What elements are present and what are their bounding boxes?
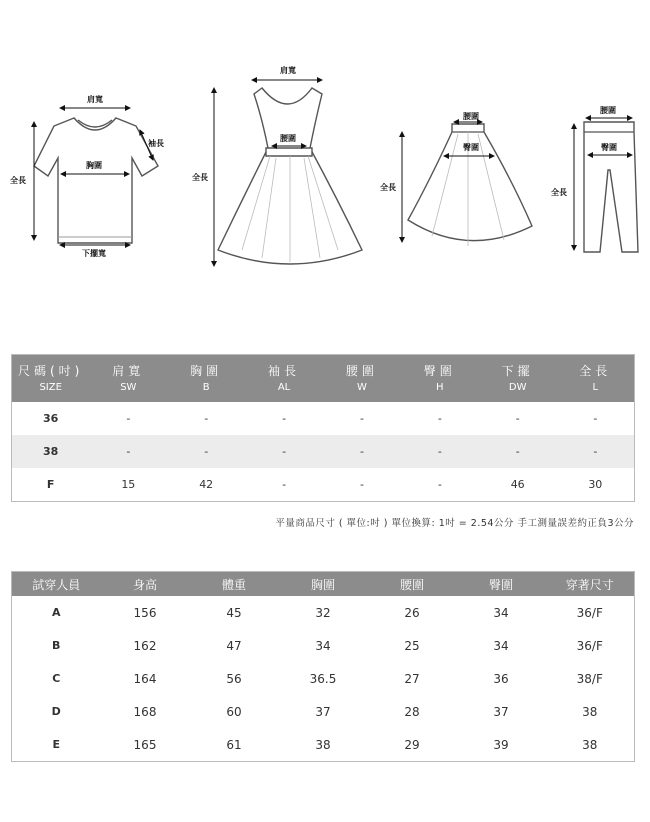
- model-cell: E: [52, 738, 60, 751]
- model-cell: 61: [226, 737, 242, 752]
- model-cell: 37: [315, 704, 331, 719]
- skirt-waist-label: 腰圍: [463, 112, 479, 121]
- size-cell: -: [479, 435, 557, 468]
- model-cell: D: [51, 705, 61, 718]
- size-header-cell: 袖長 AL: [245, 355, 323, 403]
- model-cell: 38: [582, 704, 598, 719]
- size-row: [12, 402, 635, 435]
- size-cell: -: [437, 478, 442, 491]
- model-cell: 47: [226, 638, 242, 653]
- tshirt-length-label: 全長: [10, 176, 26, 185]
- model-cell: 39: [493, 737, 509, 752]
- model-cell: 38: [582, 737, 598, 752]
- model-cell: 25: [404, 638, 420, 653]
- model-header-cell: 穿著尺寸: [546, 572, 635, 597]
- size-cell: -: [359, 412, 364, 425]
- model-row: [12, 662, 635, 695]
- model-cell: 36/F: [576, 605, 603, 620]
- model-cell: B: [52, 639, 61, 652]
- model-cell: 36: [493, 671, 509, 686]
- model-cell: 26: [404, 605, 420, 620]
- tshirt-illustration: [10, 94, 164, 258]
- model-header-cell: 腰圍: [368, 572, 457, 597]
- model-header-cell: 臀圍: [457, 572, 546, 597]
- dress-illustration: [192, 65, 362, 266]
- model-table-header: [12, 572, 635, 597]
- model-cell: 36.5: [309, 671, 337, 686]
- model-cell: 60: [226, 704, 242, 719]
- size-cell: -: [126, 412, 131, 425]
- model-row: [12, 695, 635, 728]
- model-cell: 32: [315, 605, 331, 620]
- model-cell: 34: [493, 638, 509, 653]
- tshirt-sleeve-label: 袖長: [148, 139, 164, 148]
- tshirt-shoulder-label: 肩寬: [87, 95, 103, 104]
- model-cell: 37: [493, 704, 509, 719]
- model-cell: 162: [133, 638, 157, 653]
- size-cell: 30: [588, 478, 603, 491]
- size-cell: -: [204, 412, 209, 425]
- model-header-cell: 身高: [101, 572, 190, 597]
- model-cell: A: [51, 606, 61, 619]
- size-row: [12, 435, 635, 468]
- size-cell: -: [167, 435, 245, 468]
- model-header-cell: 試穿人員: [12, 572, 101, 597]
- size-header-cell: 胸圍 B: [167, 355, 245, 403]
- model-cell: 164: [133, 671, 157, 686]
- model-cell: 36/F: [576, 638, 603, 653]
- size-table: [11, 354, 635, 502]
- skirt-length-label: 全長: [380, 183, 396, 192]
- size-table-header: [12, 355, 635, 403]
- size-cell: -: [245, 435, 323, 468]
- model-header-cell: 胸圍: [279, 572, 368, 597]
- model-row: [12, 629, 635, 662]
- pants-length-label: 全長: [551, 188, 567, 197]
- model-cell: 28: [404, 704, 420, 719]
- model-cell: C: [52, 672, 61, 685]
- size-cell: -: [401, 435, 479, 468]
- model-row: [12, 596, 635, 629]
- size-header-cell: 肩寬 SW: [89, 355, 167, 403]
- measurement-diagram: [0, 0, 650, 290]
- model-cell: 38: [315, 737, 331, 752]
- model-cell: 29: [404, 737, 420, 752]
- model-cell: 165: [133, 737, 157, 752]
- model-cell: 27: [404, 671, 420, 686]
- tshirt-hem-label: 下擺寬: [82, 249, 106, 258]
- size-header-cell: 腰圍 W: [323, 355, 401, 403]
- dress-shoulder-label: 肩寬: [280, 66, 296, 75]
- pants-illustration: [551, 105, 638, 252]
- model-cell: 38/F: [576, 671, 603, 686]
- size-cell: -: [323, 435, 401, 468]
- size-cell: 36: [43, 412, 59, 425]
- size-cell: -: [282, 478, 287, 491]
- pants-waist-label: 腰圍: [600, 106, 616, 115]
- model-header-cell: 體重: [190, 572, 279, 597]
- size-cell: -: [89, 435, 167, 468]
- size-cell: 42: [199, 478, 214, 491]
- model-cell: 56: [226, 671, 242, 686]
- skirt-hip-label: 臀圍: [463, 143, 479, 152]
- dress-length-label: 全長: [192, 173, 208, 182]
- model-cell: 156: [133, 605, 157, 620]
- model-cell: 34: [315, 638, 331, 653]
- size-row: [12, 468, 635, 502]
- size-cell: -: [557, 435, 635, 468]
- size-cell: 15: [121, 478, 136, 491]
- measurement-note: 平量商品尺寸 ( 單位:吋 ) 單位換算: 1吋 = 2.54公分 手工測量誤差約正負3公分: [275, 518, 634, 529]
- size-cell: F: [46, 478, 55, 491]
- size-cell: -: [437, 412, 442, 425]
- model-cell: 168: [133, 704, 157, 719]
- size-cell: -: [515, 412, 520, 425]
- size-header-cell: 下擺 DW: [479, 355, 557, 403]
- size-cell: -: [359, 478, 364, 491]
- size-header-cell: 尺碼(吋) SIZE: [12, 355, 90, 403]
- size-cell: 38: [12, 435, 90, 468]
- model-row: [12, 728, 635, 762]
- tshirt-chest-label: 胸圍: [86, 161, 102, 170]
- size-cell: -: [593, 412, 598, 425]
- pants-hip-label: 臀圍: [601, 143, 617, 152]
- model-cell: 45: [226, 605, 242, 620]
- skirt-illustration: [380, 111, 532, 246]
- model-cell: 34: [493, 605, 509, 620]
- size-header-cell: 臀圍 H: [401, 355, 479, 403]
- dress-waist-label: 腰圍: [280, 134, 296, 143]
- size-header-cell: 全長 L: [557, 355, 635, 403]
- model-table: [11, 571, 635, 762]
- size-cell: -: [282, 412, 287, 425]
- size-cell: 46: [510, 478, 525, 491]
